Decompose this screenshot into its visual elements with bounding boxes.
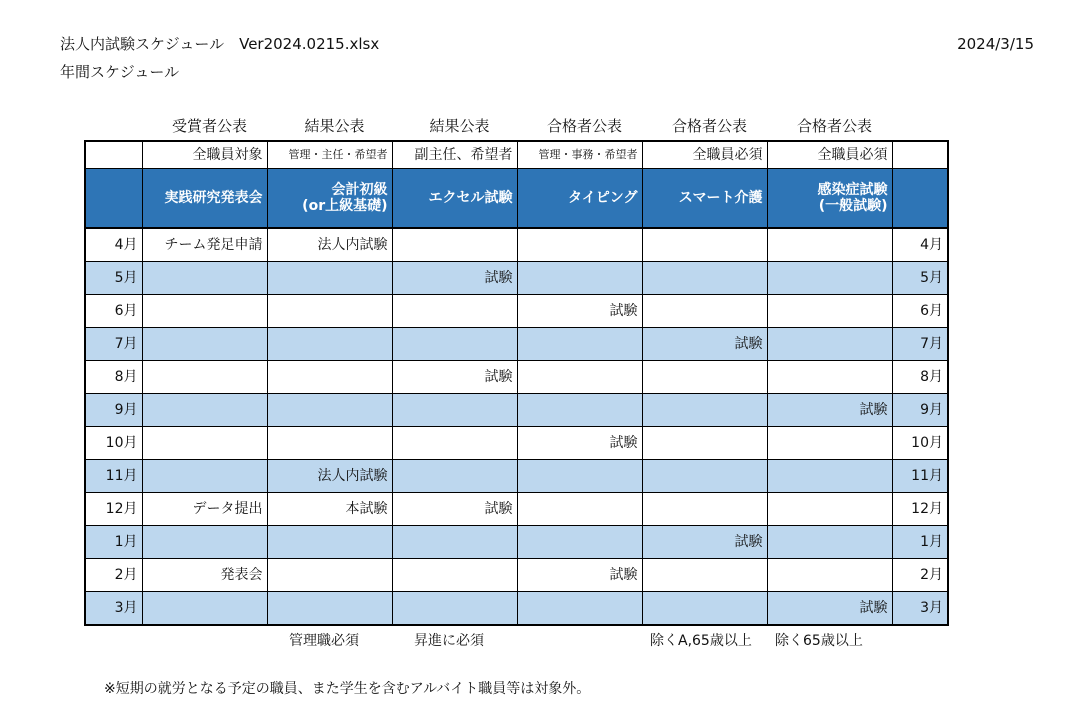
schedule-cell: チーム発足申請 bbox=[142, 228, 267, 262]
month-label: 12月 bbox=[85, 493, 142, 526]
target-label: 管理・主任・希望者 bbox=[267, 141, 392, 169]
month-label-right: 6月 bbox=[892, 295, 948, 328]
schedule-cell bbox=[267, 295, 392, 328]
schedule-cell bbox=[767, 493, 892, 526]
schedule-cell bbox=[267, 592, 392, 626]
note-row bbox=[85, 625, 948, 656]
column-note bbox=[517, 625, 642, 656]
announce-label: 受賞者公表 bbox=[171, 117, 247, 135]
month-label-right: 1月 bbox=[892, 526, 948, 559]
column-header: 感染症試験 (一般試験) bbox=[767, 169, 892, 229]
table-row bbox=[85, 262, 948, 295]
column-note bbox=[142, 625, 267, 656]
schedule-cell bbox=[517, 262, 642, 295]
column-header: スマート介護 bbox=[642, 169, 767, 229]
schedule-cell bbox=[767, 228, 892, 262]
schedule-cell: 試験 bbox=[642, 328, 767, 361]
table-row bbox=[85, 361, 948, 394]
schedule-cell bbox=[767, 427, 892, 460]
table-row bbox=[85, 526, 948, 559]
column-note: 除く65歳以上 bbox=[775, 633, 863, 649]
month-label-right: 4月 bbox=[892, 228, 948, 262]
schedule-cell bbox=[142, 460, 267, 493]
schedule-cell: 試験 bbox=[517, 295, 642, 328]
month-label: 5月 bbox=[85, 262, 142, 295]
target-label: 全職員対象 bbox=[142, 141, 267, 169]
document-date: 2024/3/15 bbox=[957, 35, 1034, 53]
schedule-cell bbox=[517, 328, 642, 361]
schedule-cell: 試験 bbox=[517, 427, 642, 460]
schedule-cell bbox=[267, 559, 392, 592]
document-title: 法人内試験スケジュール Ver2024.0215.xlsx bbox=[60, 35, 380, 53]
schedule-cell bbox=[767, 559, 892, 592]
schedule-cell bbox=[642, 361, 767, 394]
schedule-cell bbox=[642, 592, 767, 626]
schedule-cell: 試験 bbox=[767, 394, 892, 427]
column-header: 実践研究発表会 bbox=[142, 169, 267, 229]
schedule-cell bbox=[142, 295, 267, 328]
announce-label: 結果公表 bbox=[429, 117, 490, 135]
announce-label: 合格者公表 bbox=[796, 117, 872, 135]
footnote: ※短期の就労となる予定の職員、また学生を含むアルバイト職員等は対象外。 bbox=[104, 681, 591, 697]
schedule-cell bbox=[267, 361, 392, 394]
schedule-cell: 法人内試験 bbox=[267, 228, 392, 262]
column-header: エクセル試験 bbox=[392, 169, 517, 229]
schedule-cell bbox=[392, 592, 517, 626]
schedule-cell bbox=[767, 460, 892, 493]
schedule-cell bbox=[517, 526, 642, 559]
schedule-cell: 試験 bbox=[642, 526, 767, 559]
month-label-right: 8月 bbox=[892, 361, 948, 394]
month-label-right: 2月 bbox=[892, 559, 948, 592]
table-row bbox=[85, 559, 948, 592]
schedule-cell bbox=[767, 262, 892, 295]
schedule-cell: 発表会 bbox=[142, 559, 267, 592]
schedule-cell bbox=[392, 394, 517, 427]
schedule-cell bbox=[642, 493, 767, 526]
schedule-cell bbox=[142, 361, 267, 394]
schedule-cell bbox=[267, 526, 392, 559]
schedule-cell bbox=[517, 460, 642, 493]
column-note: 昇進に必須 bbox=[414, 633, 484, 649]
column-header: 会計初級 (or上級基礎) bbox=[267, 169, 392, 229]
schedule-cell bbox=[267, 328, 392, 361]
schedule-cell bbox=[767, 526, 892, 559]
schedule-cell bbox=[642, 262, 767, 295]
announce-row bbox=[85, 112, 948, 141]
schedule-cell bbox=[142, 394, 267, 427]
month-label-right: 9月 bbox=[892, 394, 948, 427]
table-row bbox=[85, 460, 948, 493]
schedule-cell bbox=[267, 394, 392, 427]
table-row bbox=[85, 394, 948, 427]
schedule-cell bbox=[517, 592, 642, 626]
schedule-cell bbox=[142, 526, 267, 559]
schedule-cell bbox=[392, 427, 517, 460]
schedule-cell bbox=[642, 295, 767, 328]
schedule-cell bbox=[642, 394, 767, 427]
schedule-cell bbox=[267, 262, 392, 295]
announce-label: 合格者公表 bbox=[546, 117, 622, 135]
month-label-right: 3月 bbox=[892, 592, 948, 626]
schedule-cell bbox=[642, 460, 767, 493]
announce-label: 合格者公表 bbox=[671, 117, 747, 135]
month-label: 8月 bbox=[85, 361, 142, 394]
schedule-cell: 試験 bbox=[392, 493, 517, 526]
month-label: 2月 bbox=[85, 559, 142, 592]
month-label: 4月 bbox=[85, 228, 142, 262]
column-note: 管理職必須 bbox=[289, 633, 359, 649]
target-row bbox=[85, 141, 948, 169]
month-label-right: 7月 bbox=[892, 328, 948, 361]
target-label: 全職員必須 bbox=[642, 141, 767, 169]
schedule-table bbox=[84, 112, 949, 656]
target-label: 管理・事務・希望者 bbox=[517, 141, 642, 169]
document-subtitle: 年間スケジュール bbox=[60, 63, 180, 81]
schedule-cell bbox=[517, 228, 642, 262]
month-label-right: 12月 bbox=[892, 493, 948, 526]
schedule-cell: 試験 bbox=[767, 592, 892, 626]
schedule-cell bbox=[142, 262, 267, 295]
table-row bbox=[85, 592, 948, 626]
month-label: 7月 bbox=[85, 328, 142, 361]
month-label: 3月 bbox=[85, 592, 142, 626]
month-rows bbox=[85, 228, 948, 625]
schedule-cell bbox=[517, 394, 642, 427]
month-label: 11月 bbox=[85, 460, 142, 493]
schedule-cell: データ提出 bbox=[142, 493, 267, 526]
schedule-cell bbox=[392, 460, 517, 493]
schedule-cell bbox=[642, 427, 767, 460]
schedule-cell: 試験 bbox=[392, 361, 517, 394]
announce-label: 結果公表 bbox=[304, 117, 365, 135]
schedule-cell bbox=[767, 295, 892, 328]
month-label-right: 11月 bbox=[892, 460, 948, 493]
table-row bbox=[85, 295, 948, 328]
column-header: タイピング bbox=[517, 169, 642, 229]
month-label-right: 10月 bbox=[892, 427, 948, 460]
table-row bbox=[85, 427, 948, 460]
schedule-cell bbox=[767, 328, 892, 361]
table-row bbox=[85, 328, 948, 361]
schedule-cell bbox=[392, 526, 517, 559]
month-label: 1月 bbox=[85, 526, 142, 559]
schedule-cell bbox=[392, 328, 517, 361]
target-label: 副主任、希望者 bbox=[392, 141, 517, 169]
target-label: 全職員必須 bbox=[767, 141, 892, 169]
column-note: 除くA,65歳以上 bbox=[650, 633, 752, 649]
schedule-cell bbox=[142, 592, 267, 626]
schedule-cell bbox=[142, 427, 267, 460]
schedule-cell bbox=[517, 493, 642, 526]
month-label: 6月 bbox=[85, 295, 142, 328]
schedule-cell: 法人内試験 bbox=[267, 460, 392, 493]
schedule-cell: 試験 bbox=[517, 559, 642, 592]
schedule-cell bbox=[392, 228, 517, 262]
schedule-cell: 試験 bbox=[392, 262, 517, 295]
table-row bbox=[85, 228, 948, 262]
schedule-cell bbox=[267, 427, 392, 460]
schedule-cell bbox=[517, 361, 642, 394]
schedule-cell bbox=[392, 295, 517, 328]
schedule-cell: 本試験 bbox=[267, 493, 392, 526]
schedule-cell bbox=[142, 328, 267, 361]
month-label-right: 5月 bbox=[892, 262, 948, 295]
schedule-cell bbox=[642, 228, 767, 262]
header-row bbox=[85, 169, 948, 229]
month-label: 10月 bbox=[85, 427, 142, 460]
schedule-cell bbox=[392, 559, 517, 592]
month-label: 9月 bbox=[85, 394, 142, 427]
schedule-cell bbox=[767, 361, 892, 394]
schedule-cell bbox=[642, 559, 767, 592]
table-row bbox=[85, 493, 948, 526]
